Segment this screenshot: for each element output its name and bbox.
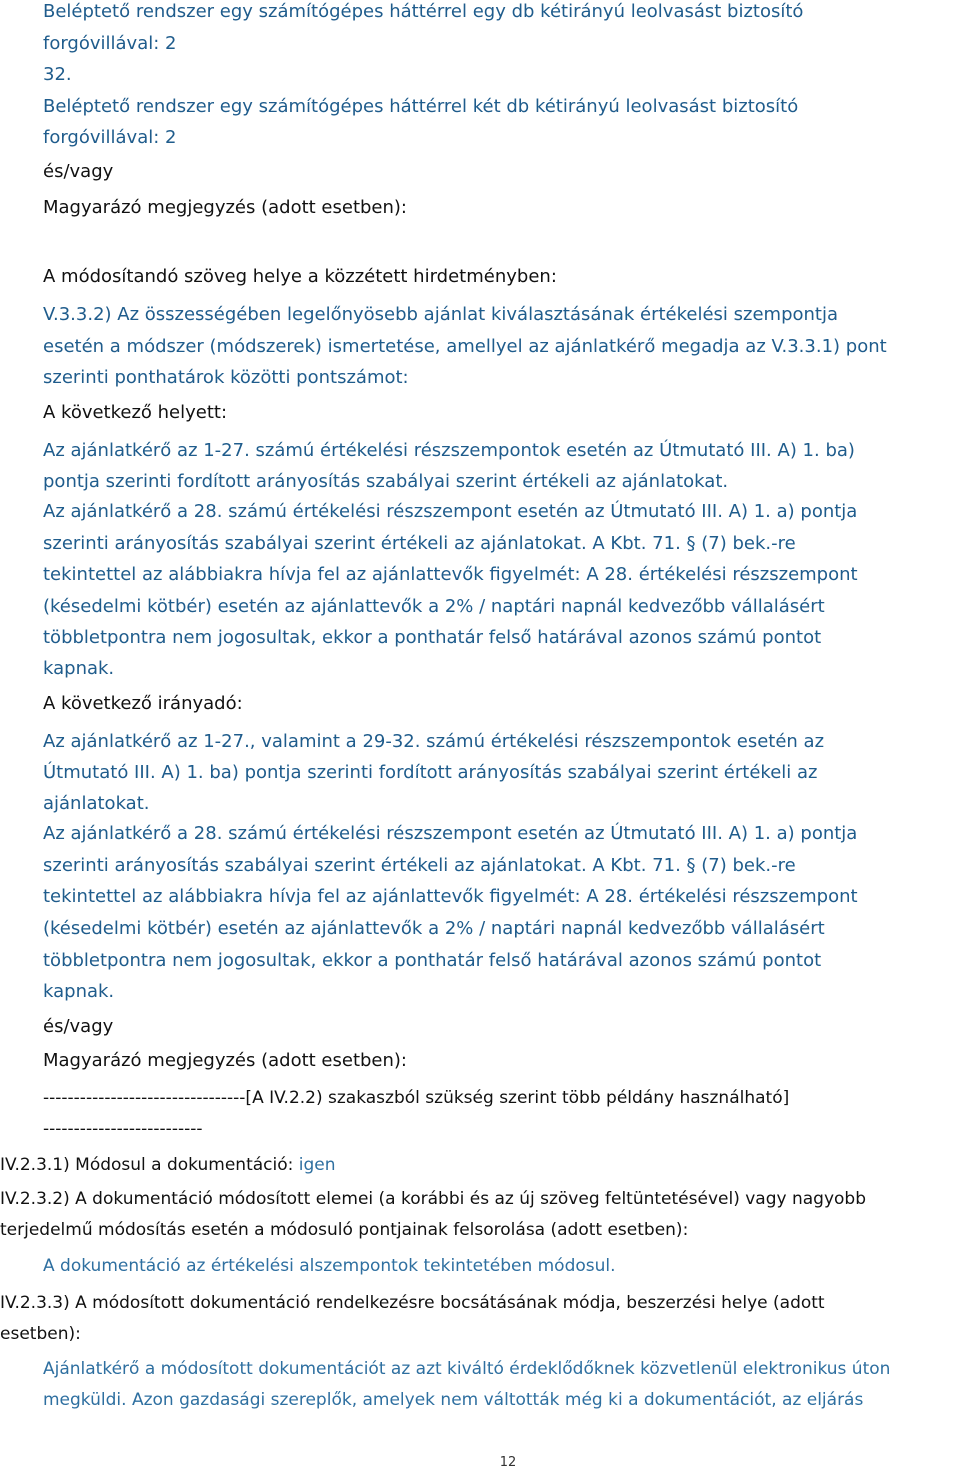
text-line: esetén a módszer (módszerek) ismertetése, amellyel az ajánlatkérő megadja az V.3.3.1) pont bbox=[43, 336, 887, 357]
text-line: Az ajánlatkérő a 28. számú értékelési részszempont esetén az Útmutató III. A) 1. a) pontja bbox=[43, 501, 858, 522]
text-line: A módosítandó szöveg helye a közzétett hirdetményben: bbox=[43, 266, 557, 287]
text-line: szerinti arányosítás szabályai szerint értékeli az ajánlatokat. A Kbt. 71. § (7) bek.-re bbox=[43, 533, 796, 554]
text-segment: IV.2.3.1) Módosul a dokumentáció: bbox=[0, 1155, 299, 1175]
text-line: tekintettel az alábbiakra hívja fel az ajánlattevők figyelmét: A 28. értékelési részszempont bbox=[43, 886, 858, 907]
text-line: pontja szerinti fordított arányosítás szabályai szerint értékeli az ajánlatokat. bbox=[43, 471, 729, 492]
text-line: ajánlatokat. bbox=[43, 793, 150, 814]
text-line: (késedelmi kötbér) esetén az ajánlattevők a 2% / naptári napnál kedvezőbb vállalásért bbox=[43, 918, 825, 939]
text-line: kapnak. bbox=[43, 981, 115, 1002]
text-line: (késedelmi kötbér) esetén az ajánlattevők a 2% / naptári napnál kedvezőbb vállalásért bbox=[43, 596, 825, 617]
text-line: forgóvillával: 2 bbox=[43, 33, 177, 54]
text-line: többletpontra nem jogosultak, ekkor a ponthatár felső határával azonos számú pontot bbox=[43, 950, 822, 971]
text-line: 32. bbox=[43, 64, 72, 85]
text-line: Az ajánlatkérő a 28. számú értékelési részszempont esetén az Útmutató III. A) 1. a) pontja bbox=[43, 823, 858, 844]
text-line: Magyarázó megjegyzés (adott esetben): bbox=[43, 197, 407, 218]
text-line: Az ajánlatkérő az 1-27., valamint a 29-32. számú értékelési részszempontok esetén az bbox=[43, 731, 825, 752]
text-line: Ajánlatkérő a módosított dokumentációt az azt kiváltó érdeklődőknek közvetlenül elektronikus úton bbox=[43, 1359, 891, 1379]
text-line: IV.2.3.3) A módosított dokumentáció rendelkezésre bocsátásának módja, beszerzési helye (adott bbox=[0, 1293, 825, 1313]
text-line: Beléptető rendszer egy számítógépes háttérrel egy db kétirányú leolvasást biztosító bbox=[43, 1, 804, 22]
text-line: terjedelmű módosítás esetén a módosuló pontjainak felsorolása (adott esetben): bbox=[0, 1220, 689, 1240]
text-line bbox=[0, 1154, 336, 1176]
text-line: kapnak. bbox=[43, 658, 115, 679]
text-line: tekintettel az alábbiakra hívja fel az ajánlattevők figyelmét: A 28. értékelési részszempont bbox=[43, 564, 858, 585]
text-line: A következő irányadó: bbox=[43, 693, 243, 714]
text-line: és/vagy bbox=[43, 161, 114, 182]
text-line: -------------------------- bbox=[43, 1119, 203, 1139]
text-line: Magyarázó megjegyzés (adott esetben): bbox=[43, 1050, 407, 1071]
text-line: szerinti arányosítás szabályai szerint értékeli az ajánlatokat. A Kbt. 71. § (7) bek.-re bbox=[43, 855, 796, 876]
text-line: A dokumentáció az értékelési alszempontok tekintetében módosul. bbox=[43, 1256, 616, 1276]
text-line: Az ajánlatkérő az 1-27. számú értékelési részszempontok esetén az Útmutató III. A) 1. ba) bbox=[43, 440, 855, 461]
text-line: és/vagy bbox=[43, 1016, 114, 1037]
text-line: esetben): bbox=[0, 1324, 81, 1344]
text-line: megküldi. Azon gazdasági szereplők, amelyek nem váltották még ki a dokumentációt, az eljárás bbox=[43, 1390, 864, 1410]
text-segment: igen bbox=[298, 1155, 336, 1175]
text-line: forgóvillával: 2 bbox=[43, 127, 177, 148]
text-line: IV.2.3.2) A dokumentáció módosított elemei (a korábbi és az új szöveg feltüntetésével) vagy nagyobb bbox=[0, 1189, 866, 1209]
text-line: Útmutató III. A) 1. ba) pontja szerinti fordított arányosítás szabályai szerint értékeli az bbox=[43, 762, 818, 783]
text-line: többletpontra nem jogosultak, ekkor a ponthatár felső határával azonos számú pontot bbox=[43, 627, 822, 648]
text-line: Beléptető rendszer egy számítógépes háttérrel két db kétirányú leolvasást biztosító bbox=[43, 96, 799, 117]
text-line: szerinti ponthatárok közötti pontszámot: bbox=[43, 367, 409, 388]
text-line: V.3.3.2) Az összességében legelőnyösebb ajánlat kiválasztásának értékelési szempontja bbox=[43, 304, 839, 325]
text-line: ---------------------------------[A IV.2.2) szakaszból szükség szerint több példány használható] bbox=[43, 1088, 790, 1108]
page-number: 12 bbox=[499, 1455, 517, 1470]
text-line: A következő helyett: bbox=[43, 402, 228, 423]
